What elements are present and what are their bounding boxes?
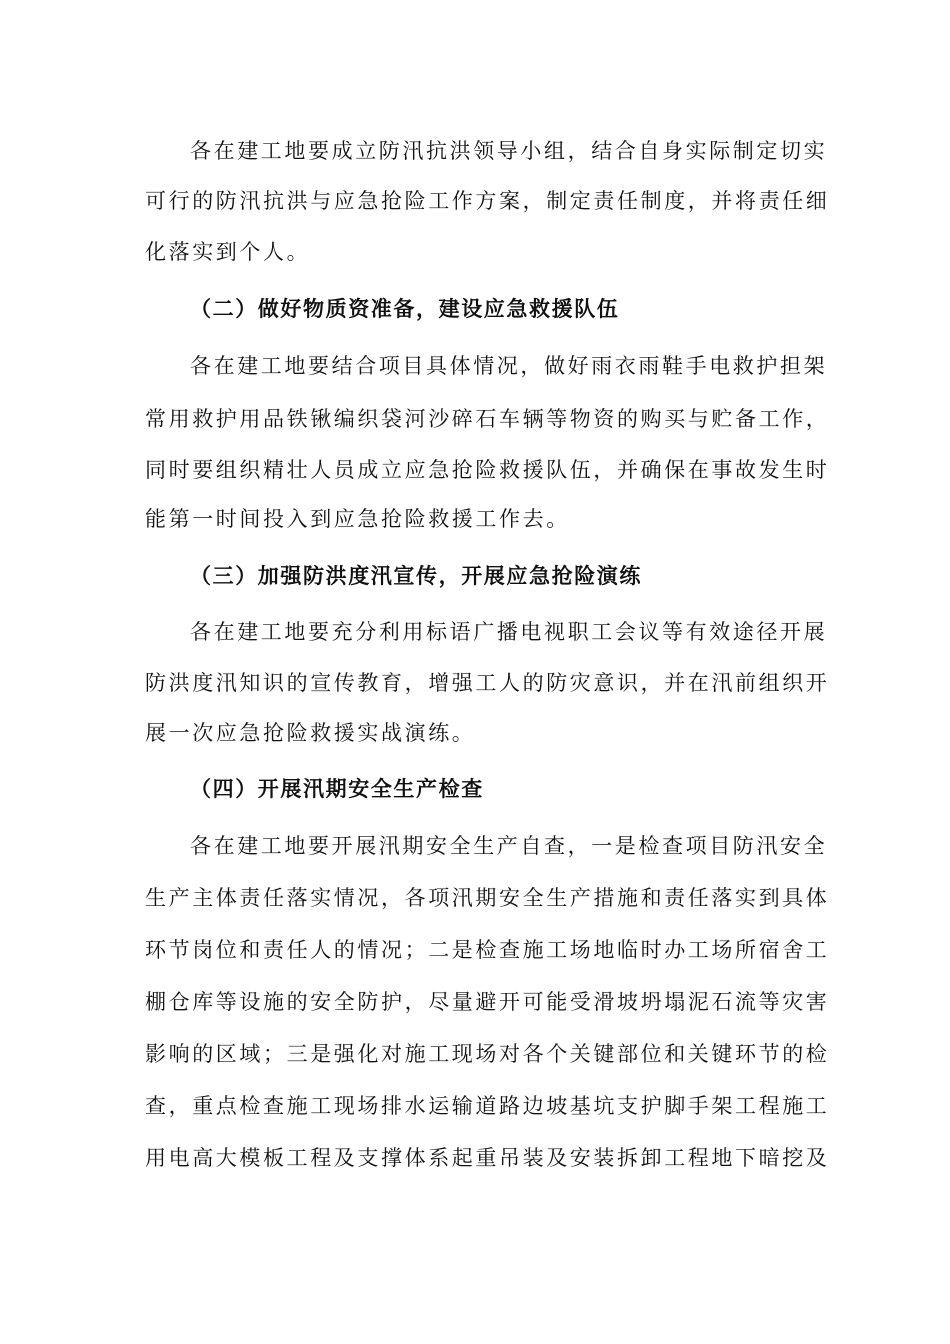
paragraph-3-line-1: 各在建工地要充分利用标语广播电视职工会议等有效途径开展: [190, 620, 828, 644]
paragraph-4-line-2: 生产主体责任落实情况，各项汛期安全生产措施和责任落实到具体: [145, 886, 830, 910]
paragraph-1-line-1: 各在建工地要成立防汛抗洪领导小组，结合自身实际制定切实: [190, 139, 828, 163]
paragraph-4-line-1: 各在建工地要开展汛期安全生产自查，一是检查项目防汛安全: [190, 834, 828, 858]
section-heading-3: （三）加强防洪度汛宣传，开展应急抢险演练: [190, 563, 642, 588]
paragraph-3-line-3: 展一次应急抢险救援实战演练。: [145, 721, 476, 745]
paragraph-2-line-4: 能第一时间投入到应急抢险救援工作去。: [145, 507, 570, 531]
paragraph-1-line-3: 化落实到个人。: [145, 240, 311, 264]
paragraph-3-line-2: 防洪度汛知识的宣传教育，增强工人的防灾意识，并在汛前组织开: [145, 671, 830, 695]
paragraph-4-line-5: 影响的区域；三是强化对施工现场对各个关键部位和关键环节的检: [145, 1042, 830, 1066]
paragraph-4-line-4: 棚仓库等设施的安全防护，尽量避开可能受滑坡坍塌泥石流等灾害: [145, 990, 830, 1014]
paragraph-4-line-6: 查，重点检查施工现场排水运输道路边坡基坑支护脚手架工程施工: [145, 1094, 830, 1118]
paragraph-4-line-3: 环节岗位和责任人的情况；二是检查施工场地临时办工场所宿舍工: [145, 938, 830, 962]
paragraph-4-line-7: 用电高大模板工程及支撑体系起重吊装及安装拆卸工程地下暗挖及: [145, 1146, 830, 1170]
paragraph-2-line-1: 各在建工地要结合项目具体情况，做好雨衣雨鞋手电救护担架: [190, 354, 828, 378]
section-heading-4: （四）开展汛期安全生产检查: [190, 776, 484, 801]
paragraph-1-line-2: 可行的防汛抗洪与应急抢险工作方案，制定责任制度，并将责任细: [145, 189, 830, 213]
paragraph-2-line-3: 同时要组织精壮人员成立应急抢险救援队伍，并确保在事故发生时: [145, 458, 830, 482]
paragraph-2-line-2: 常用救护用品铁锹编织袋河沙碎石车辆等物资的购买与贮备工作，: [145, 407, 830, 431]
section-heading-2: （二）做好物质资准备，建设应急救援队伍: [190, 296, 620, 321]
